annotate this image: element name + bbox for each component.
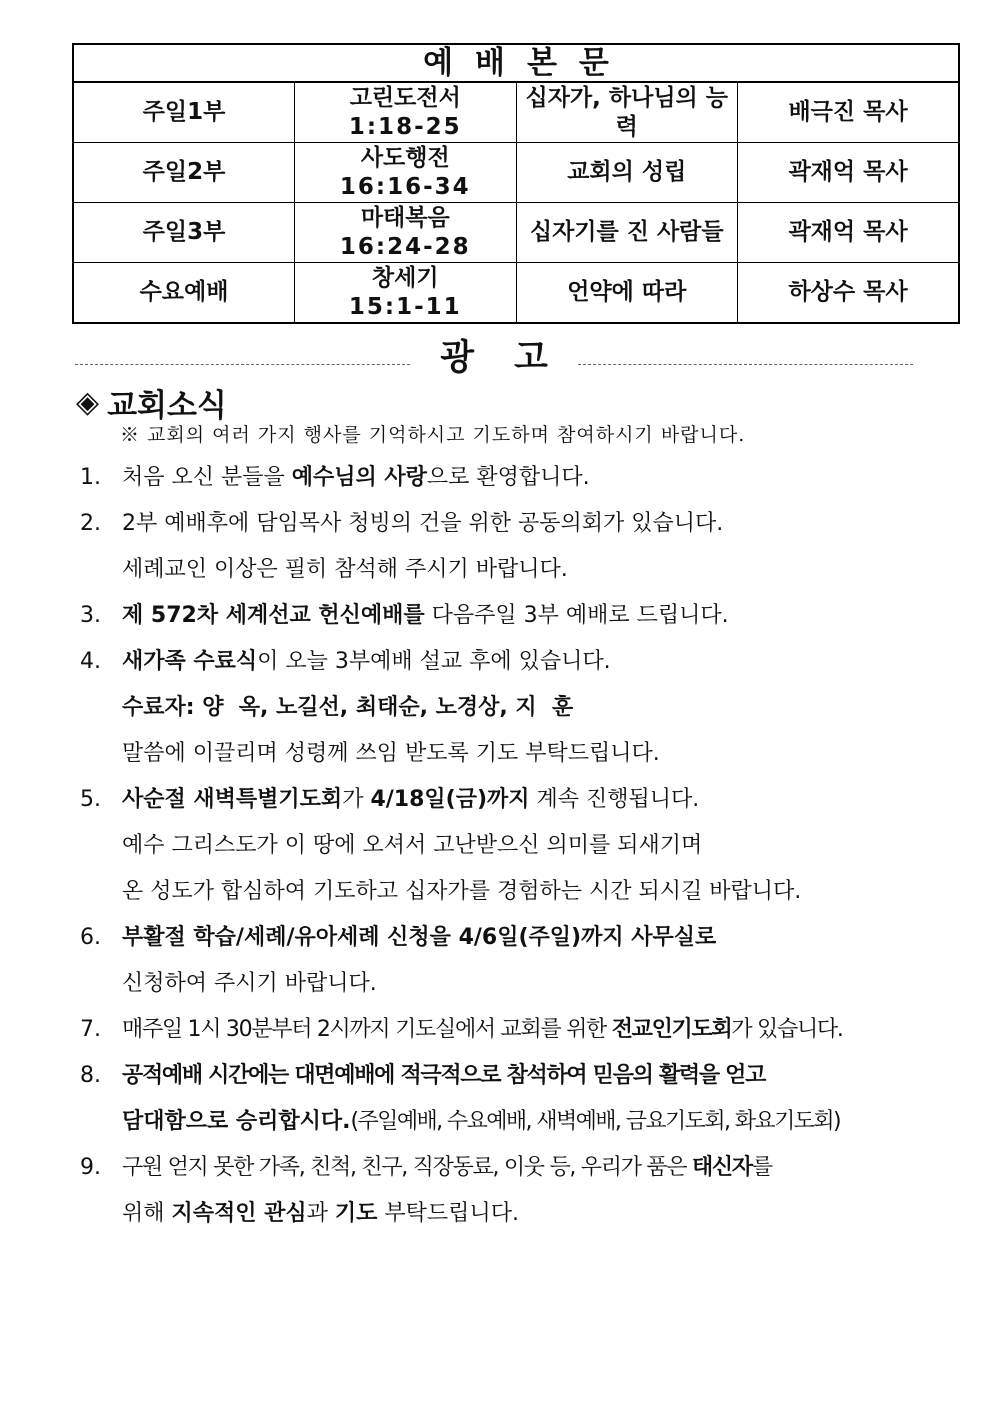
item-number: 5. (80, 787, 101, 812)
text-run-bold: 사순절 새벽특별기도회 (122, 787, 343, 812)
text-line: 말씀에 이끌리며 성령께 쓰임 받도록 기도 부탁드립니다. (122, 741, 660, 766)
text-run: 이 오늘 3부예배 설교 후에 있습니다. (257, 649, 611, 674)
list-item (80, 501, 900, 593)
preacher-name: 배극진 목사 (738, 82, 960, 143)
text-run-bold: 전교인기도회 (611, 1017, 732, 1042)
sermon-title: 십자가, 하나님의 능력 (516, 82, 738, 143)
list-item (80, 777, 900, 915)
text-run: 으로 환영합니다. (426, 465, 590, 490)
item-number: 3. (80, 603, 101, 628)
news-list (80, 455, 900, 1237)
text-line (122, 1191, 900, 1237)
scripture-ref (295, 203, 517, 263)
text-line (122, 1099, 900, 1145)
text-line: 신청하여 주시기 바랍니다. (122, 971, 377, 996)
scripture-book: 고린도전서 (349, 84, 461, 111)
text-line: 예수 그리스도가 이 땅에 오셔서 고난받으신 의미를 되새기며 (122, 833, 703, 858)
text-run-bold: 새가족 수료식 (122, 649, 258, 674)
worship-row (73, 143, 959, 203)
item-text (122, 593, 900, 639)
scripture-book: 창세기 (371, 264, 439, 291)
list-item (80, 593, 900, 639)
text-run: 위해 (122, 1201, 172, 1226)
text-run: 가 있습니다. (731, 1017, 843, 1042)
list-item (80, 1145, 900, 1237)
item-text (122, 915, 900, 1007)
text-run-bold: 4/18일(금)까지 (370, 787, 530, 812)
text-run: 를 (751, 1155, 772, 1180)
item-text (122, 639, 900, 777)
sermon-title: 교회의 성립 (516, 143, 738, 203)
list-item (80, 1007, 900, 1053)
sermon-title: 십자기를 진 사람들 (516, 203, 738, 263)
text-run: 처음 오신 분들을 (122, 465, 292, 490)
text-run-bold: 지속적인 관심 (171, 1201, 307, 1226)
worship-table-title: 예배본문 (73, 44, 959, 82)
text-run: (주일예배, 수요예배, 새벽예배, 금요기도회, 화요기도회) (350, 1109, 841, 1134)
text-run: 가 (342, 787, 371, 812)
text-run: 부탁드립니다. (377, 1201, 519, 1226)
text-line (122, 777, 900, 823)
text-line: 공적예배 시간에는 대면예배에 적극적으로 참석하여 믿음의 활력을 얻고 (122, 1063, 766, 1088)
scripture-verse: 16:16-34 (339, 173, 471, 200)
dashed-divider (578, 364, 913, 365)
scripture-ref (295, 263, 517, 324)
item-number: 4. (80, 649, 101, 674)
list-item (80, 455, 900, 501)
news-heading-text: 교회소식 (107, 388, 227, 424)
item-text (122, 1053, 900, 1145)
text-run-bold: 기도 (334, 1201, 378, 1226)
text-line: 세례교인 이상은 필히 참석해 주시기 바랍니다. (122, 557, 568, 582)
text-run-bold: 담대함으로 승리합시다. (122, 1109, 351, 1134)
item-text (122, 1007, 900, 1053)
list-item (80, 639, 900, 777)
sermon-title: 언약에 따라 (516, 263, 738, 324)
text-run-bold: 예수님의 사랑 (291, 465, 427, 490)
item-number: 8. (80, 1063, 101, 1088)
scripture-verse: 15:1-11 (348, 293, 462, 320)
diamond-icon: ◈ (76, 385, 100, 420)
worship-table (72, 43, 960, 324)
scripture-verse: 16:24-28 (339, 233, 471, 260)
scripture-book: 마태복음 (360, 204, 450, 231)
text-line: 2부 예배후에 담임목사 청빙의 건을 위한 공동의회가 있습니다. (122, 511, 724, 536)
service-name: 주일3부 (73, 203, 295, 263)
item-number: 9. (80, 1155, 101, 1180)
item-text (122, 1145, 900, 1237)
service-name: 주일1부 (73, 82, 295, 143)
text-line: 부활절 학습/세례/유아세례 신청을 4/6일(주일)까지 사무실로 (122, 925, 717, 950)
scripture-book: 사도행전 (360, 144, 450, 171)
item-number: 1. (80, 465, 101, 490)
item-text (122, 501, 900, 593)
text-run: 계속 진행됩니다. (529, 787, 700, 812)
scripture-ref (295, 143, 517, 203)
preacher-name: 하상수 목사 (738, 263, 960, 324)
worship-row (73, 82, 959, 143)
scripture-verse: 1:18-25 (348, 113, 462, 140)
text-run: 구원 얻지 못한 가족, 친척, 친구, 직장동료, 이웃 등, 우리가 품은 (122, 1155, 692, 1180)
scripture-ref (295, 82, 517, 143)
preacher-name: 곽재억 목사 (738, 143, 960, 203)
text-line (122, 639, 900, 685)
item-number: 7. (80, 1017, 101, 1042)
news-note: ※ 교회의 여러 가지 행사를 기억하시고 기도하며 참여하시기 바랍니다. (120, 424, 746, 446)
worship-row (73, 263, 959, 324)
text-run-bold: 제 572차 세계선교 헌신예배를 (122, 603, 425, 628)
list-item (80, 915, 900, 1007)
text-line: 온 성도가 합심하여 기도하고 십자가를 경험하는 시간 되시길 바랍니다. (122, 879, 802, 904)
preacher-name: 곽재억 목사 (738, 203, 960, 263)
news-heading (76, 380, 227, 425)
text-run-bold: 태신자 (691, 1155, 752, 1180)
worship-table-header-row (73, 44, 959, 82)
announcement-header (75, 333, 913, 377)
dashed-divider (75, 364, 410, 365)
list-item (80, 1053, 900, 1145)
item-number: 6. (80, 925, 101, 950)
text-run: 매주일 1시 30분부터 2시까지 기도실에서 교회를 위한 (122, 1017, 612, 1042)
item-number: 2. (80, 511, 101, 536)
service-name: 주일2부 (73, 143, 295, 203)
graduates-line: 수료자: 양 옥, 노길선, 최태순, 노경상, 지 훈 (122, 695, 574, 720)
text-line (122, 1145, 900, 1191)
text-run: 다음주일 3부 예배로 드립니다. (424, 603, 729, 628)
service-name: 수요예배 (73, 263, 295, 324)
item-text (122, 455, 900, 501)
text-run: 과 (306, 1201, 335, 1226)
announcement-title: 광고 (440, 338, 588, 378)
worship-row (73, 203, 959, 263)
item-text (122, 777, 900, 915)
